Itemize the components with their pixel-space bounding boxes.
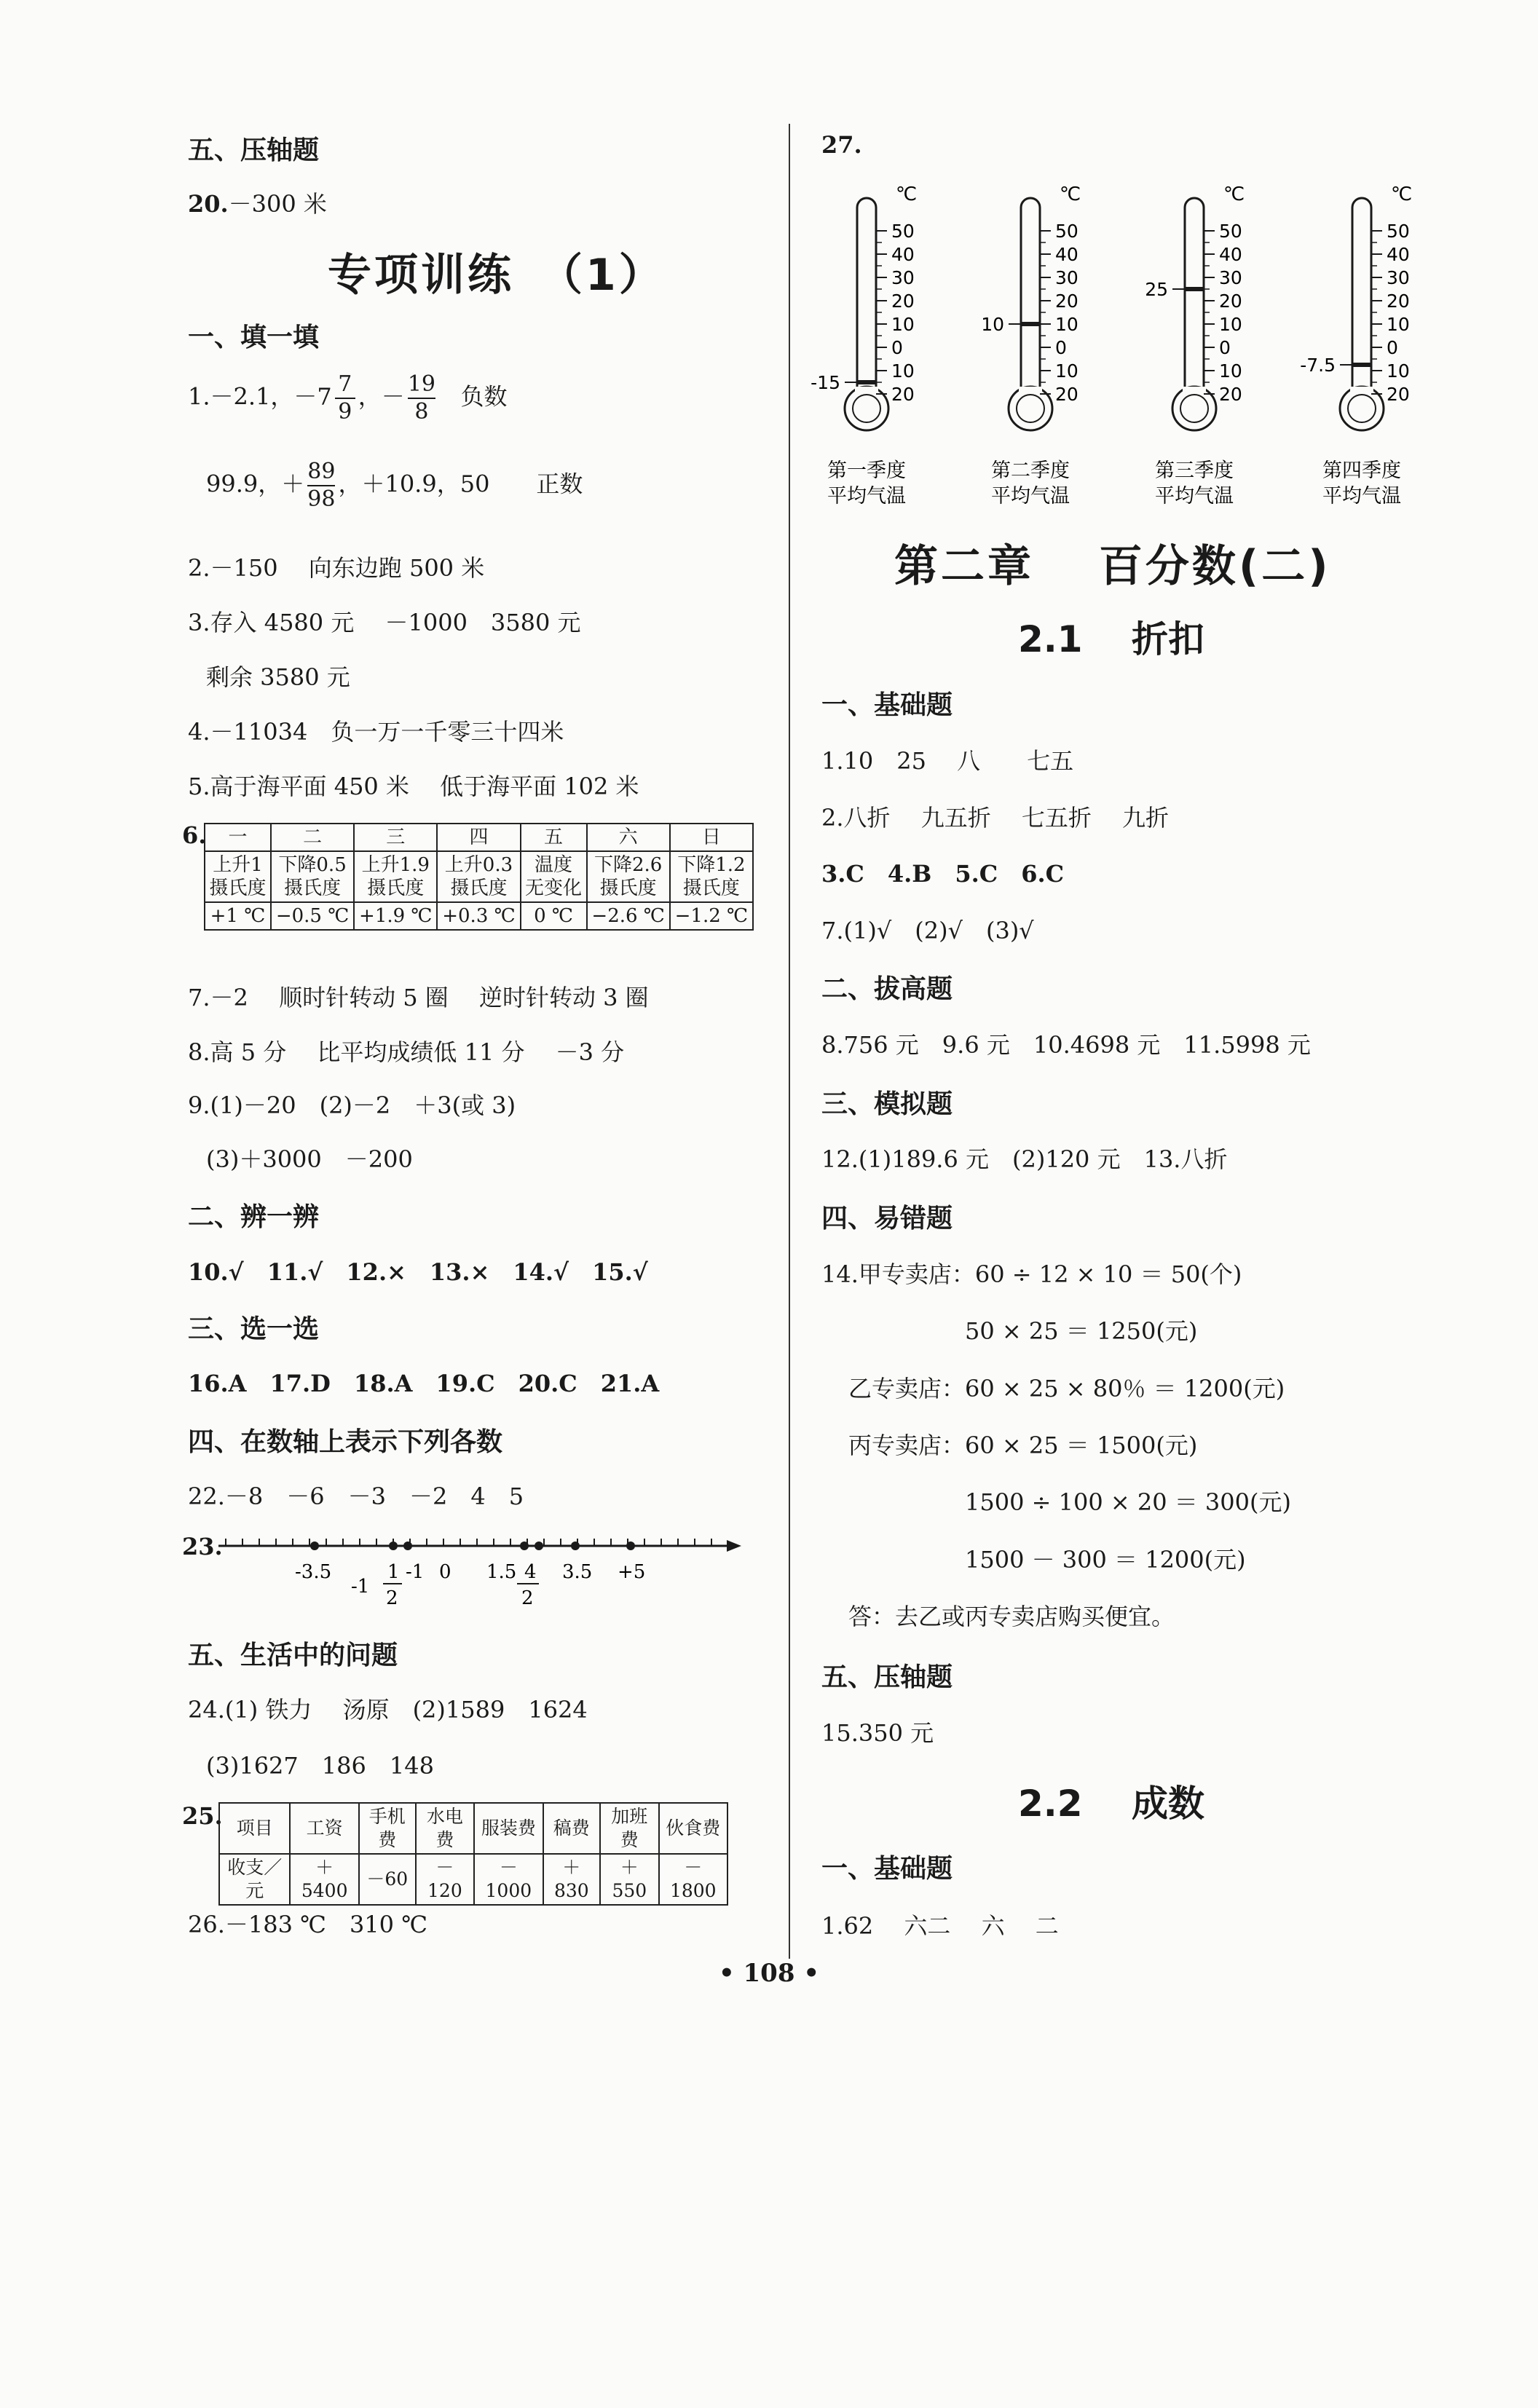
temperature-value: -7.5: [1300, 355, 1336, 376]
section-heading: 一、基础题: [821, 1854, 953, 1884]
section-heading: 五、生活中的问题: [188, 1641, 398, 1670]
answer-line: 1.10 25 八 七五: [821, 747, 1074, 775]
temperature-table: [204, 823, 754, 931]
table-cell: +1.9 ℃: [354, 902, 437, 930]
unit-label: ℃: [1223, 186, 1245, 205]
scale-label: 10: [1387, 360, 1410, 382]
answer-line: 20.－300 米: [188, 190, 327, 218]
quarter-sublabel: 平均气温: [991, 485, 1070, 508]
thermometer-neck: [1019, 387, 1042, 392]
answer-line: 1.－2.1，－7 $\frac{7}{9}$ ，－ $\frac{19}{8}$ 负数: [188, 371, 508, 425]
section-heading: 二、辨一辨: [188, 1202, 320, 1232]
scale-label: 50: [891, 221, 915, 242]
quarter-label: 第一季度: [827, 459, 906, 482]
answer-line: 2.－150 向东边跑 500 米: [188, 554, 485, 582]
scale-label: 20: [1219, 384, 1242, 405]
scale-label: 20: [1387, 291, 1410, 312]
answer-line: (3)＋3000 －200: [206, 1145, 413, 1173]
table-row: [205, 902, 753, 930]
question-number: 27.: [821, 131, 862, 159]
quarter-label: 第二季度: [991, 459, 1070, 482]
thermometer-figure: [805, 186, 1504, 513]
answer-line: 2.八折 九五折 七五折 九折: [821, 804, 1170, 832]
table-cell: 温度 无变化: [521, 851, 587, 902]
point-5: [626, 1541, 635, 1550]
table-cell: －60: [359, 1854, 416, 1905]
answer-line: 50 × 25 ＝ 1250(元): [965, 1317, 1198, 1345]
table-cell: 日: [670, 824, 753, 851]
table-cell: 上升1 摄氏度: [205, 851, 271, 902]
table-cell: 上升1.9 摄氏度: [354, 851, 437, 902]
thermometer-neck: [1183, 387, 1206, 392]
scale-label: 20: [1219, 291, 1242, 312]
quarter-label: 第三季度: [1155, 459, 1234, 482]
answer-line: 8.756 元 9.6 元 10.4698 元 11.5998 元: [821, 1031, 1311, 1059]
temperature-value: 25: [1145, 279, 1168, 300]
scale-label: 10: [891, 360, 915, 382]
answer-line: 12.(1)189.6 元 (2)120 元 13.八折: [821, 1145, 1228, 1173]
table-cell: −1.2 ℃: [670, 902, 753, 930]
quarter-label: 第四季度: [1322, 459, 1401, 482]
table-cell: 一: [205, 824, 271, 851]
scale-label: 10: [1219, 314, 1242, 335]
scale-label: 20: [1055, 384, 1078, 405]
page-number: • 108 •: [718, 1959, 820, 1988]
temperature-value: 10: [981, 314, 1004, 335]
scale-label: 0: [1387, 337, 1398, 358]
scale-label: 20: [1387, 384, 1410, 405]
section-heading: 一、填一填: [188, 323, 320, 352]
answer-line: 丙专卖店：60 × 25 ＝ 1500(元): [848, 1432, 1198, 1459]
answer-line: 4.－11034 负一万一千零三十四米: [188, 718, 564, 746]
thermometer-tube: [857, 198, 876, 390]
table-cell: 工资: [290, 1803, 358, 1854]
scale-label: 10: [891, 314, 915, 335]
nl-label-neg1b: -1: [406, 1561, 425, 1583]
point-1.5: [520, 1541, 529, 1550]
answer-line: 5.高于海平面 450 米 低于海平面 102 米: [188, 773, 639, 800]
nl-label-5: +5: [618, 1561, 646, 1583]
thermometer-tube: [1185, 198, 1204, 390]
table-cell: 服装费: [474, 1803, 543, 1854]
answer-line: 1.62 六二 六 二: [821, 1912, 1059, 1940]
scale-label: 10: [1055, 360, 1078, 382]
answer-line: 乙专卖店：60 × 25 × 80％ ＝ 1200(元): [848, 1375, 1285, 1402]
table-cell: 下降1.2 摄氏度: [670, 851, 753, 902]
section-heading: 五、压轴题: [188, 135, 320, 165]
section-heading: 一、基础题: [821, 690, 953, 720]
table-cell: －1800: [659, 1854, 727, 1905]
scale-label: 30: [1387, 267, 1410, 288]
scale-label: 50: [1387, 221, 1410, 242]
scale-label: 10: [1055, 314, 1078, 335]
answer-line: 8.高 5 分 比平均成绩低 11 分 －3 分: [188, 1038, 625, 1066]
table-cell: 六: [587, 824, 670, 851]
point-neg3.5: [310, 1541, 319, 1550]
point-neg1.5: [389, 1541, 398, 1550]
scale-label: 30: [891, 267, 915, 288]
nl-label-neg1: -1: [351, 1576, 370, 1598]
nl-label-neg3.5: -3.5: [295, 1561, 332, 1583]
answer-line: 99.9，＋ $\frac{89}{98}$ ，＋10.9，50 正数: [206, 459, 583, 512]
answer-line: 7.－2 顺时针转动 5 圈 逆时针转动 3 圈: [188, 984, 649, 1011]
point-3.5: [571, 1541, 580, 1550]
answer-line: 10.√ 11.√ 12.× 13.× 14.√ 15.√: [188, 1258, 648, 1286]
scale-label: 0: [1055, 337, 1067, 358]
nl-label-1-den: 2: [386, 1587, 398, 1609]
scale-label: 30: [1219, 267, 1242, 288]
table-cell: ＋5400: [290, 1854, 358, 1905]
answer-line: 1500 － 300 ＝ 1200(元): [965, 1546, 1246, 1574]
question-number: 25.: [182, 1802, 223, 1830]
table-cell: －120: [416, 1854, 474, 1905]
answer-line: 3.存入 4580 元 －1000 3580 元: [188, 609, 581, 636]
answer-line: 剩余 3580 元: [206, 663, 350, 691]
table-cell: 项目: [219, 1803, 290, 1854]
table-cell: 三: [354, 824, 437, 851]
table-header-row: [205, 824, 753, 851]
table-cell: 下降0.5 摄氏度: [271, 851, 354, 902]
thermometer-tube: [1021, 198, 1040, 390]
scale-label: 40: [1219, 244, 1242, 265]
chapter-title: 第二章 百分数(二): [894, 541, 1331, 592]
table-cell: −2.6 ℃: [587, 902, 670, 930]
table-cell: +0.3 ℃: [437, 902, 520, 930]
answer-line: 7.(1)√ (2)√ (3)√: [821, 917, 1034, 944]
scale-label: 10: [1387, 314, 1410, 335]
answer-line: 16.A 17.D 18.A 19.C 20.C 21.A: [188, 1370, 660, 1397]
nl-label-0: 0: [439, 1561, 451, 1583]
table-cell: ＋550: [600, 1854, 658, 1905]
thermometer-tube: [1352, 198, 1371, 390]
answer-line: 14.甲专卖店：60 ÷ 12 × 10 ＝ 50(个): [821, 1260, 1242, 1288]
scale-label: 20: [1055, 291, 1078, 312]
scale-label: 40: [891, 244, 915, 265]
number-line-arrow: [727, 1540, 741, 1552]
section-heading: 五、压轴题: [821, 1662, 953, 1692]
table-cell: －1000: [474, 1854, 543, 1905]
income-expense-table: [218, 1802, 728, 1906]
question-number: 23.: [182, 1533, 223, 1560]
table-cell: 伙食费: [659, 1803, 727, 1854]
answer-line: 答：去乙或丙专卖店购买便宜。: [848, 1603, 1175, 1630]
quarter-sublabel: 平均气温: [1155, 485, 1234, 508]
question-number: 6.: [182, 821, 207, 849]
section-heading: 三、选一选: [188, 1314, 320, 1344]
scale-label: 20: [891, 384, 915, 405]
table-cell: 稿费: [543, 1803, 601, 1854]
scale-label: 50: [1055, 221, 1078, 242]
number-line: [218, 1525, 743, 1616]
unit-label: ℃: [896, 186, 918, 205]
thermometer-neck: [855, 387, 878, 392]
table-cell: +1 ℃: [205, 902, 271, 930]
answer-line: 26.－183 ℃ 310 ℃: [188, 1911, 427, 1938]
answer-line: (3)1627 186 148: [206, 1752, 434, 1780]
table-row: [219, 1854, 727, 1905]
section-heading: 三、模拟题: [821, 1089, 953, 1119]
answer-line: 22.－8 －6 －3 －2 4 5: [188, 1483, 524, 1510]
answer-line: 9.(1)－20 (2)－2 ＋3(或 3): [188, 1092, 516, 1119]
scale-label: 10: [1219, 360, 1242, 382]
point-2: [535, 1541, 543, 1550]
page-title: 专项训练 （1）: [328, 250, 666, 301]
column-divider: [789, 124, 790, 1959]
table-header-row: [219, 1803, 727, 1854]
scale-label: 40: [1387, 244, 1410, 265]
table-cell: 二: [271, 824, 354, 851]
table-cell: 下降2.6 摄氏度: [587, 851, 670, 902]
thermometer-neck: [1350, 387, 1373, 392]
nl-label-1.5: 1.5: [486, 1561, 517, 1583]
answer-line: 15.350 元: [821, 1719, 934, 1747]
scale-label: 40: [1055, 244, 1078, 265]
table-cell: 收支／元: [219, 1854, 290, 1905]
table-cell: 0 ℃: [521, 902, 587, 930]
scale-label: 0: [891, 337, 903, 358]
table-row: [205, 851, 753, 902]
quarter-sublabel: 平均气温: [827, 485, 906, 508]
table-cell: 上升0.3 摄氏度: [437, 851, 520, 902]
section-title: 2.1 折扣: [1018, 618, 1204, 660]
nl-label-4-num: 4: [524, 1561, 537, 1583]
table-cell: 水电费: [416, 1803, 474, 1854]
temperature-value: -15: [811, 372, 840, 393]
section-title: 2.2 成数: [1018, 1783, 1204, 1825]
table-cell: ＋830: [543, 1854, 601, 1905]
table-cell: 四: [437, 824, 520, 851]
section-heading: 二、拔高题: [821, 974, 953, 1004]
table-cell: 五: [521, 824, 587, 851]
table-cell: −0.5 ℃: [271, 902, 354, 930]
answer-line: 24.(1) 铁力 汤原 (2)1589 1624: [188, 1696, 588, 1724]
section-heading: 四、易错题: [821, 1204, 953, 1233]
scale-label: 50: [1219, 221, 1242, 242]
nl-label-4-den: 2: [521, 1587, 534, 1609]
section-heading: 四、在数轴上表示下列各数: [188, 1427, 503, 1457]
quarter-sublabel: 平均气温: [1322, 485, 1401, 508]
scale-label: 30: [1055, 267, 1078, 288]
nl-label-3.5: 3.5: [562, 1561, 593, 1583]
unit-label: ℃: [1060, 186, 1081, 205]
nl-label-1-num: 1: [387, 1561, 400, 1583]
table-cell: 手机费: [359, 1803, 416, 1854]
scale-label: 20: [891, 291, 915, 312]
unit-label: ℃: [1391, 186, 1413, 205]
scale-label: 0: [1219, 337, 1231, 358]
table-cell: 加班费: [600, 1803, 658, 1854]
point-neg1: [403, 1541, 412, 1550]
answer-line: 3.C 4.B 5.C 6.C: [821, 860, 1065, 888]
answer-line: 1500 ÷ 100 × 20 ＝ 300(元): [965, 1488, 1291, 1516]
